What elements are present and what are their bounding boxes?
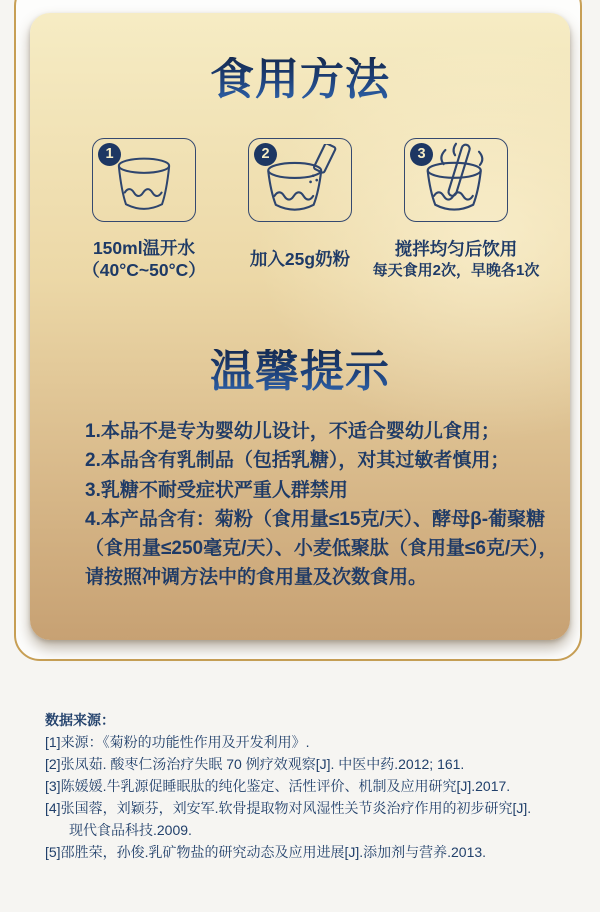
step-2-number-badge: 2 <box>254 143 277 166</box>
source-reference: [2]张凤茹. 酸枣仁汤治疗失眠 70 例疗效观察[J]. 中医中药.2012; 161. <box>45 756 465 772</box>
tip-line: 2.本品含有乳制品（包括乳糖），对其过敏者慎用； <box>85 450 510 472</box>
add-powder-sachet-icon <box>254 144 346 218</box>
product-info-card <box>30 13 570 640</box>
tip-line: 请按照冲调方法中的食用量及次数食用。 <box>85 567 428 589</box>
step-2-caption: 加入25g奶粉 <box>249 249 351 269</box>
source-reference-continuation: 现代食品科技.2009. <box>69 822 192 838</box>
step-3-number-badge: 3 <box>410 143 433 166</box>
step-3-caption: 搅拌均匀后饮用 每天食用2次，早晚各1次 <box>372 238 540 279</box>
source-reference: [1]来源：《菊粉的功能性作用及开发利用》. <box>45 734 310 750</box>
usage-steps-row <box>30 138 570 283</box>
step-1-illustration-box <box>92 138 196 222</box>
source-reference: [3]陈媛媛.牛乳源促睡眠肽的纯化鉴定、活性评价、机制及应用研究[J].2017. <box>45 778 511 794</box>
tip-line: （食用量≤250毫克/天）、小麦低聚肽（食用量≤6克/天）， <box>85 538 558 560</box>
usage-step-1 <box>66 138 222 283</box>
tips-section-title: 温馨提示 <box>30 349 570 395</box>
step-1-caption: 150ml温开水 （40°C~50°C） <box>82 238 206 280</box>
step-1-number-badge: 1 <box>98 143 121 166</box>
usage-section-title: 食用方法 <box>30 57 570 103</box>
tip-line: 3.乳糖不耐受症状严重人群禁用 <box>85 479 348 501</box>
data-sources-block <box>45 709 585 863</box>
stir-spoon-cup-icon <box>410 142 502 218</box>
usage-step-3 <box>372 138 540 283</box>
data-sources-header: 数据来源： <box>45 712 115 728</box>
source-reference: [4]张国蓉，刘颖芬，刘安军.软骨提取物对风湿性关节炎治疗作用的初步研究[J]. <box>45 800 532 816</box>
step-2-illustration-box <box>248 138 352 222</box>
step-3-illustration-box <box>404 138 508 222</box>
usage-step-2 <box>222 138 378 283</box>
tips-text-block <box>85 417 558 593</box>
cup-warm-water-icon <box>102 154 186 216</box>
tip-line: 4.本产品含有：菊粉（食用量≤15克/天）、酵母β-葡聚糖 <box>85 508 546 530</box>
source-reference: [5]邵胜荣，孙俊.乳矿物盐的研究动态及应用进展[J].添加剂与营养.2013. <box>45 844 487 860</box>
tip-line: 1.本品不是专为婴幼儿设计，不适合婴幼儿食用； <box>85 421 500 442</box>
